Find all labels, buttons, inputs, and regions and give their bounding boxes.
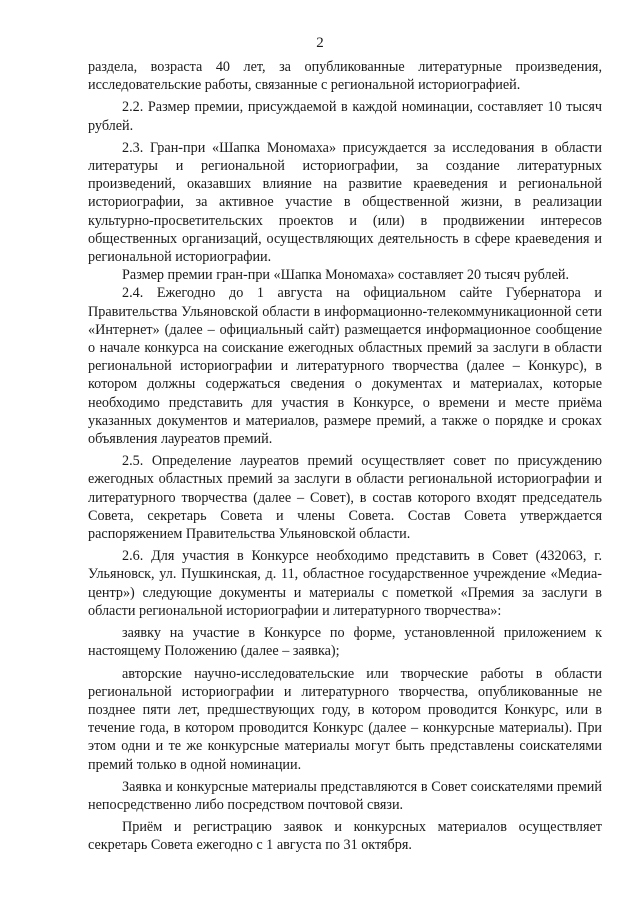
paragraph-submission-method: Заявка и конкурсные материалы представляются в Совет соискателями премий непосредственно либо посредством почтовой связи.: [88, 778, 602, 813]
paragraph-registration-dates: Приём и регистрацию заявок и конкурсных материалов осуществляет секретарь Совета ежегодно с 1 августа по 31 октября.: [88, 819, 602, 854]
paragraph-continuation: раздела, возраста 40 лет, за опубликованные литературные произведения, исследовательские работы, связанные с региональной историографией.: [88, 59, 602, 94]
document-body: [88, 58, 602, 855]
page-number: 2: [316, 35, 324, 51]
paragraph-grand-prix-amount: Размер премии гран-при «Шапка Мономаха» составляет 20 тысяч рублей.: [122, 267, 570, 284]
paragraph-2-2: 2.2. Размер премии, присуждаемой в каждой номинации, составляет 10 тысяч рублей.: [88, 99, 602, 134]
paragraph-2-5: 2.5. Определение лауреатов премий осуществляет совет по присуждению ежегодных областных премий за заслуги в области региональной историографии и литературного творчества (далее – Совет), в состав которого входят председатель Совета, секретарь Совета и члены Совета. Состав Совета утверждается распоряжением Правительства Ульяновской области.: [88, 453, 602, 543]
paragraph-2-3: 2.3. Гран-при «Шапка Мономаха» присуждается за исследования в области литературы и региональной историографии, за создание литературных произведений, оказавших влияние на развитие краеведения и региональной историографии, за активное участие в общественной жизни, в реализации культурно-просветительских проектов и (или) в продвижении интересов общественных организаций, осуществляющих деятельность в сфере краеведения и региональной историографии.: [88, 139, 602, 266]
paragraph-2-6: 2.6. Для участия в Конкурсе необходимо представить в Совет (432063, г. Ульяновск, ул. Пушкинская, д. 11, областное государственное учреждение «Медиа-центр») следующие документы и материалы с пометкой «Премия за заслуги в области региональной историографии и литературного творчества»:: [88, 548, 602, 619]
paragraph-works-item: авторские научно-исследовательские или творческие работы в области региональной историографии и литературного творчества, опубликованные не позднее пяти лет, предшествующих году, в котором проводится Конкурс, или в течение года, в котором проводится Конкурс (далее – конкурсные материалы). При этом одни и те же конкурсные материалы могут быть представлены соискателями премий только в одной номинации.: [88, 665, 602, 773]
paragraph-application-item: заявку на участие в Конкурсе по форме, установленной приложением к настоящему Положению (далее – заявка);: [88, 625, 602, 660]
paragraph-2-4: 2.4. Ежегодно до 1 августа на официальном сайте Губернатора и Правительства Ульяновской области в информационно-телекоммуникационной сети «Интернет» (далее – официальный сайт) размещается информационное сообщение о начале конкурса на соискание ежегодных областных премий за заслуги в области региональной историографии и литературного творчества (далее – Конкурс), в котором должны содержаться сведения о документах и материалах, которые необходимо представить для участия в Конкурсе, о времени и месте приёма указанных документов и материалов, размере премий, а также о порядке и сроках объявления лауреатов премий.: [88, 285, 602, 448]
